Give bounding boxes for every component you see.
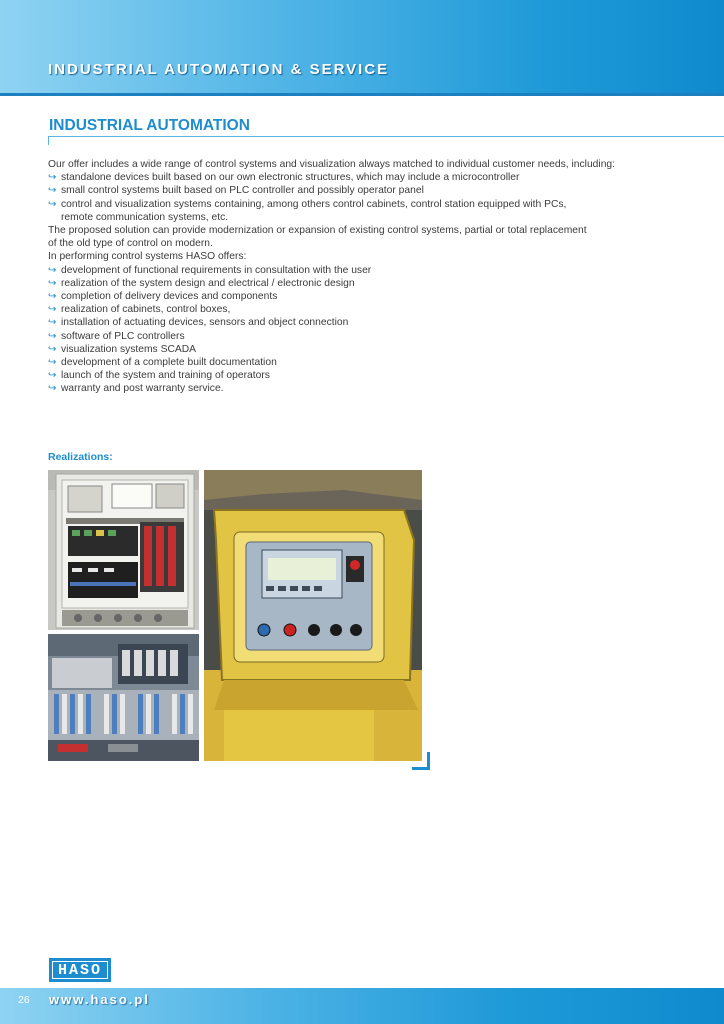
realizations-heading: Realizations: (48, 451, 113, 463)
hook-arrow-icon: ↪ (48, 357, 57, 369)
hook-arrow-icon: ↪ (48, 185, 57, 197)
list-item: ↪ software of PLC controllers (48, 330, 185, 342)
hook-arrow-icon: ↪ (48, 330, 57, 342)
logo-text: HASO (52, 961, 108, 979)
switchboard-photo (48, 634, 199, 761)
section-divider-tick (48, 136, 49, 145)
control-cabinet-photo (48, 470, 199, 630)
hook-arrow-icon: ↪ (48, 370, 57, 382)
modernization-line: The proposed solution can provide modernization or expansion of existing control systems, partial or total replacement (48, 225, 587, 237)
list-item: ↪ realization of cabinets, control boxes, (48, 304, 231, 316)
hook-arrow-icon: ↪ (48, 277, 57, 289)
page-number: 26 (18, 994, 30, 1006)
list-item: ↪ visualization systems SCADA (48, 343, 197, 355)
list-item: ↪ standalone devices built based on our own electronic structures, which may include a microcontroller (48, 172, 520, 184)
operator-panel-photo (204, 470, 422, 761)
corner-mark (412, 752, 430, 770)
section-divider (48, 136, 724, 137)
hook-arrow-icon: ↪ (48, 317, 57, 329)
list-item-continuation: remote communication systems, etc. (61, 211, 229, 223)
footer-url-link[interactable]: www.haso.pl (49, 992, 150, 1007)
section-title: INDUSTRIAL AUTOMATION (49, 117, 250, 134)
page-header-title: INDUSTRIAL AUTOMATION & SERVICE (48, 61, 390, 78)
list-item: ↪ completion of delivery devices and components (48, 291, 278, 303)
intro-paragraph: Our offer includes a wide range of control systems and visualization always matched to individual customer needs, including: (48, 159, 616, 170)
list-item: ↪ development of functional requirements in consultation with the user (48, 264, 372, 276)
hook-arrow-icon: ↪ (48, 264, 57, 276)
modernization-line: of the old type of control on modern. (48, 238, 213, 250)
list-item: ↪ installation of actuating devices, sensors and object connection (48, 317, 349, 329)
hook-arrow-icon: ↪ (48, 343, 57, 355)
hook-arrow-icon: ↪ (48, 304, 57, 316)
haso-logo (49, 958, 111, 982)
header-band (0, 0, 724, 96)
list-item: ↪ development of a complete built documentation (48, 357, 277, 369)
list-item: ↪ control and visualization systems containing, among others control cabinets, control station equipped with PCs, (48, 198, 567, 210)
hook-arrow-icon: ↪ (48, 291, 57, 303)
list-item: ↪ warranty and post warranty service. (48, 383, 224, 395)
body-text (48, 158, 668, 396)
performing-intro: In performing control systems HASO offers: (48, 251, 247, 263)
hook-arrow-icon: ↪ (48, 198, 57, 210)
hook-arrow-icon: ↪ (48, 172, 57, 184)
hook-arrow-icon: ↪ (48, 383, 57, 395)
list-item: ↪ launch of the system and training of operators (48, 370, 270, 382)
list-item: ↪ small control systems built based on PLC controller and possibly operator panel (48, 185, 424, 197)
list-item: ↪ realization of the system design and electrical / electronic design (48, 277, 355, 289)
